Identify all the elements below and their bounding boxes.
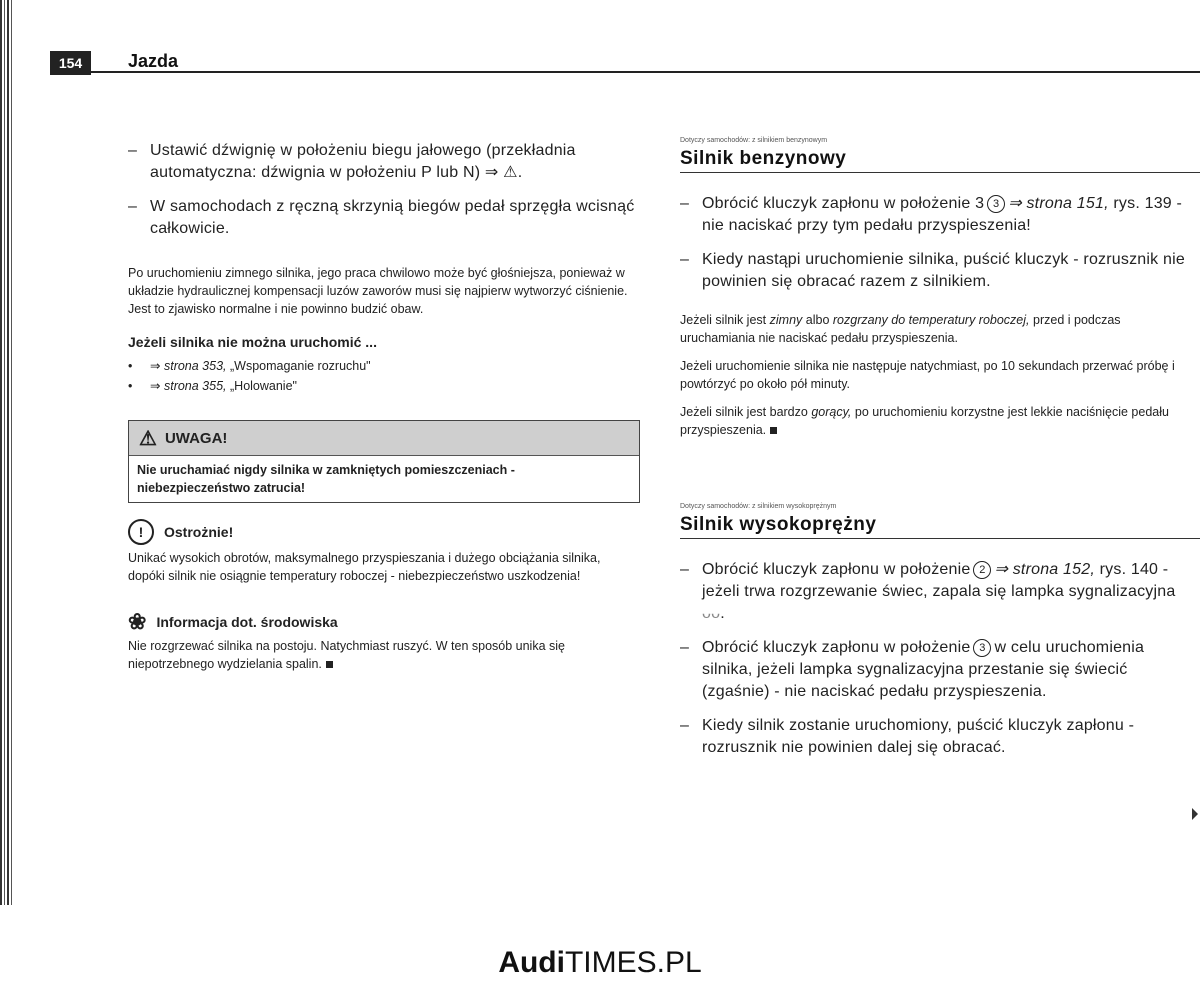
step-item: – Kiedy nastąpi uruchomienie silnika, puścić kluczyk - rozrusznik nie powinien się obracać razem z silnikiem.: [680, 249, 1192, 293]
applicability-label: Dotyczy samochodów: z silnikiem benzynowym: [680, 137, 828, 144]
position-3-icon: 3: [973, 639, 991, 657]
step-item: – Obrócić kluczyk zapłonu w położenie 3 3 ⇒ strona 151, rys. 139 - nie naciskać przy tym pedału przyspieszenia!: [680, 195, 1183, 234]
step-text: W samochodach z ręczną skrzynią biegów pedał sprzęgła wcisnąć całkowicie.: [150, 198, 635, 237]
section-rule: [680, 172, 1200, 173]
flower-icon: ❀: [128, 609, 147, 634]
dash: –: [128, 198, 138, 215]
step-item: [128, 140, 640, 184]
caution-text: Unikać wysokich obrotów, maksymalnego przyspieszania i dużego obciążania silnika, dopóki silnik nie osiągnie temperatury roboczej - niebezpieczeństwo uszkodzenia!: [128, 551, 601, 583]
arrow-icon: ⇒: [150, 359, 161, 373]
glow-plug-icon: ᴗᴗ: [702, 605, 721, 622]
section-rule: [680, 538, 1200, 539]
caution-title: Ostrożnie!: [164, 524, 234, 540]
environment-title: Informacja dot. środowiska: [156, 614, 338, 630]
section-title-diesel: Silnik wysokoprężny: [680, 514, 877, 535]
warning-title: UWAGA!: [164, 429, 228, 447]
caution-header: [128, 519, 640, 545]
continue-arrow-icon: [1192, 808, 1198, 820]
position-3-icon: 3: [987, 195, 1005, 213]
right-column: [680, 137, 1192, 771]
position-2-icon: 2: [973, 561, 991, 579]
step-text: Kiedy nastąpi uruchomienie silnika, puścić kluczyk - rozrusznik nie powinien się obracać razem z silnikiem.: [702, 251, 1185, 290]
subheading: Jeżeli silnika nie można uruchomić ...: [128, 334, 377, 350]
chapter-title: Jazda: [128, 51, 179, 71]
warning-box: [128, 420, 640, 503]
paragraph: Jeżeli uruchomienie silnika nie następuje natychmiast, po 10 sekundach przerwać próbę i powtórzyć po około pół minuty.: [680, 359, 1175, 391]
step-item: – Kiedy silnik zostanie uruchomiony, puścić kluczyk zapłonu - rozrusznik nie powinien dalej się obracać.: [680, 715, 1192, 759]
environment-text: Nie rozgrzewać silnika na postoju. Natychmiast ruszyć. W ten sposób unika się niepotrzebnego wydzielania spalin.: [128, 639, 565, 671]
page-ref[interactable]: ⇒ strona 151,: [1008, 195, 1109, 212]
warning-header: [129, 421, 639, 456]
end-mark-icon: [326, 661, 333, 668]
paragraph: Jeżeli silnik jest zimny albo rozgrzany do temperatury roboczej, przed i podczas uruchamiania nie naciskać pedału przyspieszenia.: [680, 313, 1121, 345]
step-text: Ustawić dźwignię w położeniu biegu jałowego (przekładnia automatyczna: dźwignia w położeniu P lub N) ⇒ ⚠.: [150, 142, 576, 181]
step-text: Kiedy silnik zostanie uruchomiony, puścić kluczyk zapłonu - rozrusznik nie powinien dalej się obracać.: [702, 717, 1135, 756]
page-ref[interactable]: strona 353,: [163, 359, 227, 373]
page-number: 154: [50, 51, 91, 75]
environment-header: [128, 609, 640, 635]
bullet-item: • ⇒ strona 353, „Wspomaganie rozruchu": [128, 359, 371, 373]
header-rule: [50, 71, 1200, 73]
section-title-petrol: Silnik benzynowy: [680, 148, 847, 169]
warning-text: Nie uruchamiać nigdy silnika w zamkniętych pomieszczeniach - niebezpieczeństwo zatrucia!: [137, 463, 515, 495]
warning-triangle-icon: ⚠: [139, 427, 157, 450]
paragraph: Jeżeli silnik jest bardzo gorący, po uruchomieniu korzystne jest lekkie naciśnięcie pedału przyspieszenia.: [680, 405, 1169, 437]
binding-edge: [0, 0, 14, 905]
bullet-item: • ⇒ strona 355, „Holowanie": [128, 379, 297, 393]
end-mark-icon: [770, 427, 777, 434]
page-ref[interactable]: strona 355,: [163, 379, 227, 393]
applicability-label: Dotyczy samochodów: z silnikiem wysokoprężnym: [680, 503, 837, 510]
page-ref[interactable]: ⇒ strona 152,: [994, 561, 1095, 578]
dash: –: [128, 142, 138, 159]
caution-icon: !: [128, 519, 154, 545]
left-column: [128, 140, 640, 683]
step-item: – Obrócić kluczyk zapłonu w położenie 3 w celu uruchomienia silnika, jeżeli lampka sygnalizacyjna przestanie się świecić (zgaśnie) - nie naciskać pedału przyspieszenia.: [680, 639, 1145, 700]
arrow-icon: ⇒: [150, 379, 161, 393]
step-item: [128, 196, 640, 240]
paragraph: Po uruchomieniu zimnego silnika, jego praca chwilowo może być głośniejsza, ponieważ w układzie hydraulicznej kompensacji luzów zaworów musi się najpierw wytworzyć ciśnienie. Jest to zjawisko normalne i nie powinno budzić obaw.: [128, 266, 628, 316]
footer-watermark: AudiTIMES.PL: [498, 946, 702, 979]
step-item: – Obrócić kluczyk zapłonu w położenie 2 ⇒ strona 152, rys. 140 - jeżeli trwa rozgrzewanie świec, zapala się lampka sygnalizacyjna ᴗᴗ.: [680, 561, 1176, 622]
